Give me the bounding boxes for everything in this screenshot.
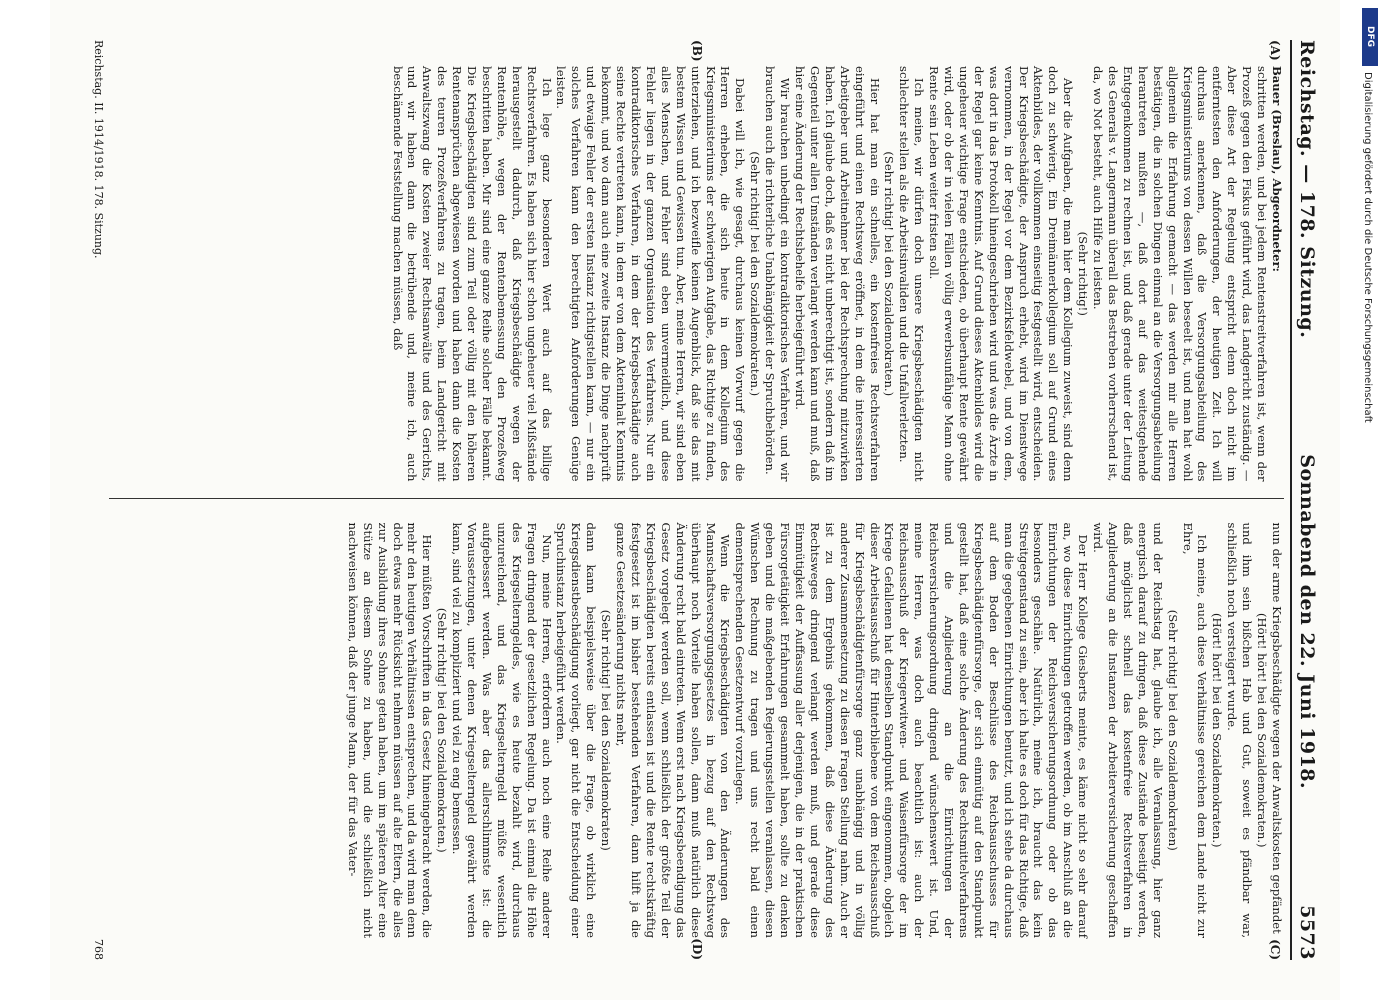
paragraph: schritten werden, und bei jedem Rentenstreitverfahren ist, wenn der Prozeß gegen den Fiskus geführt wird, das Landgericht zuständig. — Aber diese Art der Regelung entspricht denn doch nicht im entferntesten den Anforderungen, der heutigen Zeit. Ich will durchaus anerkennen, daß die Versorgungsabteilung des Kriegsministeriums von dessen Willen beseelt ist, und man hat wohl allgemein die Erfahrung gemacht — das werden mir alle Herren bestätigen, die in solchen Dingen einmal an die Versorgungsabteilung herantreten mußten —, daß dort auf das weitestgehende Entgegenkommen zu rechnen ist, und daß gerade unter der Leitung des Generals v. Langermann überall das Bestreben vorherrschend ist, da, wo Not besteht, auch Hilfe zu leisten.: [1091, 66, 1270, 482]
interjection: (Sehr richtig! bei den Sozialdemokraten.): [748, 151, 763, 397]
paragraph: nun der arme Kriegsbeschädigte wegen der Anwaltskosten gepfändet: [1270, 522, 1284, 934]
paragraph: und der Reichstag hat, glaube ich, alle Veranlassung, hier ganz energisch darauf zu dringen, daß diese Zustände beseitigt werden, daß möglichst schnell das kostenfreie Rechtsverfahren in Angliederung an die Instanzen der Arbeiterversicherung geschaffen wird.: [1091, 522, 1165, 938]
page-number: 5573: [1296, 905, 1318, 960]
paragraph: Ich meine, auch diese Verhältnisse gereichen dem Lande nicht zur Ehre,: [1180, 522, 1210, 938]
scanned-page: [50, 0, 1340, 1000]
margin-marker-d: (D): [690, 938, 704, 960]
right-column: [109, 498, 1284, 961]
paragraph: Hier hat man ein schnelles, ein kostenfreies Rechtsverfahren eingeführt und einen Rechtsweg eröffnet, in dem die interessierten Arbeitgeber und Arbeitnehmer bei der Rechtsprechung mitzuwirken haben. Ich glaube doch, daß es nicht unberechtigt ist, sondern daß im Gegenteil unter allen Umständen verlangt werden kann und muß, daß hier eine Änderung der Rechtsbehelfe herbeigeführt wird.: [793, 66, 882, 482]
margin-marker-c: (C): [1268, 939, 1282, 960]
header-session: Reichstag. — 178. Sitzung.: [1296, 40, 1318, 339]
left-column: [109, 40, 1284, 498]
paragraph: und ihm sein bißchen Hab und Gut, soweit es pfändbar war, schließlich noch versteigert wurde.: [1225, 522, 1255, 938]
paragraph: Der Herr Kollege Giesberts meinte, es käme nicht so sehr darauf an, wo diese Einrichtungen getroffen werden, ob im Anschluß an die Einrichtungen der Reichsversicherungsordnung oder ob das besonders geschähe. Natürlich, meine ich, braucht das kein Streitgegenstand zu sein, aber ich halte es doch für das Richtige, daß man die gegebenen Einrichtungen benutzt, und ich stehe da durchaus auf dem Boden der Beschlüsse des Reichsausschusses für Kriegsbeschädigtenfürsorge, der sich einmütig auf den Standpunkt gestellt hat, daß eine solche Änderung des Rechtsmittelverfahrens und die Angliederung an die Einrichtungen der Reichsversicherungsordnung dringend wünschenswert ist. Und, meine Herren, was doch auch beachtlich ist: auch der Reichsausschuß der Kriegerwitwen- und Waisenfürsorge der im Kriege Gefallenen hat denselben Standpunkt eingenommen, obgleich dieser Arbeitsausschuß für Hinterbliebene von dem Reichsausschuß für Kriegsbeschädigtenfürsorge ganz unabhängig und in völlig anderer Zusammensetzung zu diesen Fragen Stellung nahm. Auch er ist zu dem Ergebnis gekommen, daß diese Änderung des Rechtsweges dringend verlangt werden muß, und gerade diese Einmütigkeit der Auffassung aller derjenigen, die in der praktischen Fürsorgetätigkeit Erfahrungen gesammelt haben, sollte zu denken geben und die maßgebenden Regierungsstellen veranlassen, diesen Wünschen Rechnung zu tragen und uns recht bald einen dementsprechenden Gesetzentwurf vorzulegen.: [733, 522, 1091, 938]
page-header: [1290, 40, 1318, 960]
margin-marker-b: (B): [690, 40, 704, 62]
speaker-line: Bauer (Breslau), Abgeordneter:: [1270, 66, 1284, 272]
footer-sheet-number: 768: [92, 939, 105, 960]
paragraph: Ich lege ganz besonderen Wert auch auf das billige Rechtsverfahren. Es haben sich hier schon ungeheuer viel Mißstände herausgestellt dadurch, daß Kriegsbeschädigte wegen der Rentenhöhe, wegen der Rentenbemessung den Prozeßweg beschritten haben. Mir sind eine ganze Reihe solcher Fälle bekannt. Die Kriegsbeschädigten sind zum Teil oder völlig mit den höheren Rentenansprüchen abgewiesen worden und haben dann die Kosten des teuren Prozeßverfahrens zu tragen, beim Landgericht mit Anwaltszwang die Kosten zweier Rechtsanwälte und des Gerichts, und wir haben dann die betrübende und, meine ich, auch beschämende Feststellung machen müssen, daß: [390, 66, 554, 482]
paragraph: Wir brauchen unbedingt ein kontradiktorisches Verfahren, und wir brauchen auch die richterliche Unabhängigkeit der Spruchbehörden.: [763, 66, 793, 482]
dfg-logo: DFG: [1362, 8, 1378, 66]
interjection: (Sehr richtig!): [1076, 231, 1091, 316]
paragraph: Aber die Aufgaben, die man hier dem Kollegium zuweist, sind denn doch zu schwierig. Ein Dreimännerkollegium soll auf Grund eines Aktenbildes, der vollkommen einseitig festgestellt wird, entscheiden. Der Kriegsbeschädigte, der Anspruch erhebt, wird im Dienstwege vernommen, in der Regel vor dem Bezirksfeldwebel, und von dem, was dort in das Protokoll hineingeschrieben wird und was die Ärzte in der Regel gar keine Kenntnis. Auf Grund dieses Aktenbildes wird die ungeheuer wichtige Frage entschieden, ob überhaupt Rente gewährt wird, oder ob der in vielen Fällen völlig erwerbsunfähige Mann ohne Rente sein Leben weiter fristen soll.: [927, 66, 1076, 482]
text-columns: [109, 40, 1284, 960]
interjection: (Hört! hört! bei den Sozialdemokraten.): [1255, 612, 1270, 848]
paragraph: Ich meine, wir dürfen doch unsere Kriegsbeschädigten nicht schlechter stellen als die Arbeitsinvaliden und die Unfallverletzten.: [897, 66, 927, 482]
interjection: (Sehr richtig! bei den Sozialdemokraten): [599, 609, 614, 851]
interjection: (Sehr richtig! bei den Sozialdemokraten.): [882, 151, 897, 397]
paragraph: Hier müßten Vorschriften in das Gesetz hineingebracht werden, die mehr den heutigen Verhältnissen entsprechen, und da wird man denn doch etwas mehr Rücksicht nehmen müssen auf alte Eltern, die alles zur Ausbildung ihres Sohnes getan haben, um im späteren Alter eine Stütze an diesem Sohne zu haben, und die schließlich nicht nachweisen können, daß der junge Mann, der für das Vater-: [345, 522, 435, 938]
interjection: (Hört! hört! bei den Sozialdemokraten.): [1210, 612, 1225, 848]
page-footer: [92, 40, 105, 960]
paragraph: Wenn die Kriegsbeschädigten von den Änderungen des Mannschaftsversorgungsgesetzes in bezug auf den Rechtsweg überhaupt noch Vorteile haben sollen, dann muß natürlich diese Änderung recht bald eintreten. Wenn erst nach Kriegsbeendigung das Gesetz vorgelegt werden soll, wenn schließlich der größte Teil der Kriegsbeschädigten bereits entlassen ist und die Rente rechtskräftig festgesetzt ist im bisher bestehenden Verfahren, dann hilft ja die ganze Gesetzesänderung nichts mehr,: [614, 522, 733, 938]
interjection: (Sehr richtig! bei den Sozialdemokraten.): [435, 607, 450, 853]
header-date: Sonnabend den 22. Juni 1918.: [1296, 454, 1318, 790]
margin-marker-a: (A): [1268, 40, 1282, 61]
footer-reference: Reichstag. II. 1914/1918. 178. Sitzung.: [92, 40, 105, 259]
interjection: (Sehr richtig! bei den Sozialdemokraten): [1165, 609, 1180, 851]
digitization-note: Digitalisierung gefördert durch die Deutsche Forschungsgemeinschaft: [1362, 72, 1373, 423]
paragraph: Dabei will ich, wie gesagt, durchaus keinen Vorwurf gegen die Herren erheben, die sich heute in dem Kollegium des Kriegsministeriums der schwierigen Aufgabe, das Richtige zu finden, unterziehen, und ich bezweifle keinen Augenblick, daß sie das mit bestem Wissen und Gewissen tun. Aber, meine Herren, wir sind eben alles Menschen, und Fehler sind eben unvermeidlich, und diese Fehler liegen in der ganzen Organisation des Verfahrens. Nur ein kontradiktorisches Verfahren, in dem der Kriegsbeschädigte auch seine Rechte vertreten kann, in dem er von dem Akteninhalt Kenntnis bekommt, und wo dann auch eine zweite Instanz die Dinge nachprüft und etwaige Fehler der ersten Instanz richtigstellen kann, — nur ein solches Verfahren kann den berechtigten Anforderungen Genüge leisten.: [554, 66, 748, 482]
paragraph: Nun, meine Herren, erfordern auch noch eine Reihe anderer Fragen dringend der gesetzlichen Regelung. Da ist einmal die Höhe des Kriegselterngeldes, wie es heute bezahlt wird, durchaus unzureichend, und das Kriegselterngeld müßte wesentlich aufgebessert werden. Was aber das allerschlimmste ist: die Voraussetzungen, unter denen Kriegselterngeld gewährt werden kann, sind viel zu kompliziert und viel zu eng bemessen.: [450, 522, 554, 938]
paragraph: dann kann beispielsweise über die Frage, ob wirklich eine Kriegsdienstbeschädigung vorliegt, gar nicht die Entscheidung einer Spruchinstanz herbeigeführt werden.: [554, 522, 599, 938]
